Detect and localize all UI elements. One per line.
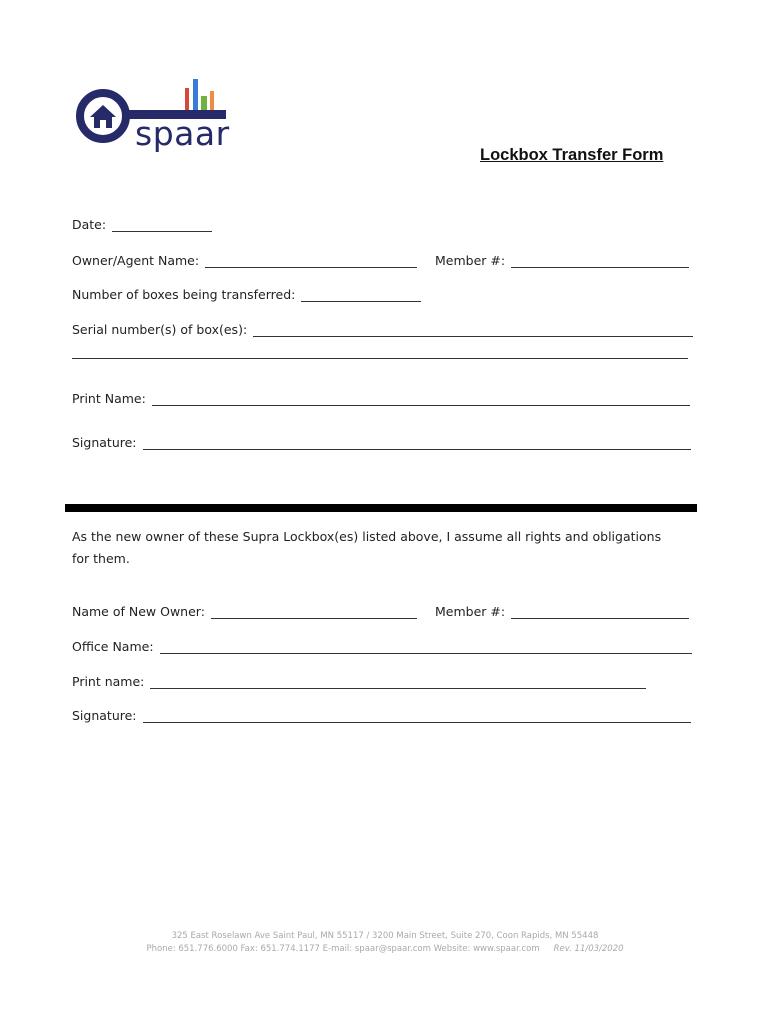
print-name-label-2: Print name: xyxy=(72,674,145,689)
section-divider xyxy=(65,504,697,512)
signature-field-2[interactable] xyxy=(143,721,691,723)
member-row-1 xyxy=(435,253,689,268)
footer-contact-line xyxy=(0,944,770,954)
serial-continuation-row xyxy=(72,357,688,359)
print-name-row-1 xyxy=(72,391,690,406)
office-name-label: Office Name: xyxy=(72,639,154,654)
date-row xyxy=(72,217,212,232)
date-field[interactable] xyxy=(112,230,212,232)
num-boxes-field[interactable] xyxy=(301,300,421,302)
new-owner-statement: As the new owner of these Supra Lockbox(es) listed above, I assume all rights and obligations for them. xyxy=(72,529,662,566)
signature-field-1[interactable] xyxy=(143,448,691,450)
form-title: Lockbox Transfer Form xyxy=(480,146,664,164)
logo-wordmark: spaar xyxy=(135,114,230,153)
print-name-field-1[interactable] xyxy=(152,404,690,406)
spaar-logo xyxy=(74,76,234,162)
num-boxes-label: Number of boxes being transferred: xyxy=(72,287,296,302)
owner-agent-name-label: Owner/Agent Name: xyxy=(72,253,200,268)
member-label-2: Member #: xyxy=(435,604,506,619)
footer-address: 325 East Roselawn Ave Saint Paul, MN 55117 / 3200 Main Street, Suite 270, Coon Rapids, MN 55448 xyxy=(171,931,599,941)
serial-numbers-field[interactable] xyxy=(253,335,693,337)
signature-label-1: Signature: xyxy=(72,435,137,450)
member-label-1: Member #: xyxy=(435,253,506,268)
member-field-1[interactable] xyxy=(511,266,689,268)
office-name-field[interactable] xyxy=(160,652,692,654)
new-owner-name-field[interactable] xyxy=(211,617,417,619)
print-name-field-2[interactable] xyxy=(150,687,646,689)
serial-row xyxy=(72,322,693,337)
new-owner-name-label: Name of New Owner: xyxy=(72,604,205,619)
footer-contact: Phone: 651.776.6000 Fax: 651.774.1177 E-mail: spaar@spaar.com Website: www.spaar.com xyxy=(146,944,540,954)
owner-agent-row xyxy=(72,253,417,268)
print-name-label-1: Print Name: xyxy=(72,391,146,406)
serial-numbers-field-continued[interactable] xyxy=(72,357,688,359)
office-name-row xyxy=(72,639,692,654)
date-label: Date: xyxy=(72,217,107,232)
signature-row-2 xyxy=(72,708,691,723)
owner-agent-name-field[interactable] xyxy=(205,266,417,268)
num-boxes-row xyxy=(72,287,421,302)
serial-numbers-label: Serial number(s) of box(es): xyxy=(72,322,248,337)
signature-row-1 xyxy=(72,435,691,450)
signature-label-2: Signature: xyxy=(72,708,137,723)
member-field-2[interactable] xyxy=(511,617,689,619)
member-row-2 xyxy=(435,604,689,619)
print-name-row-2 xyxy=(72,674,646,689)
footer-revision: Rev. 11/03/2020 xyxy=(553,944,624,954)
new-owner-name-row xyxy=(72,604,417,619)
